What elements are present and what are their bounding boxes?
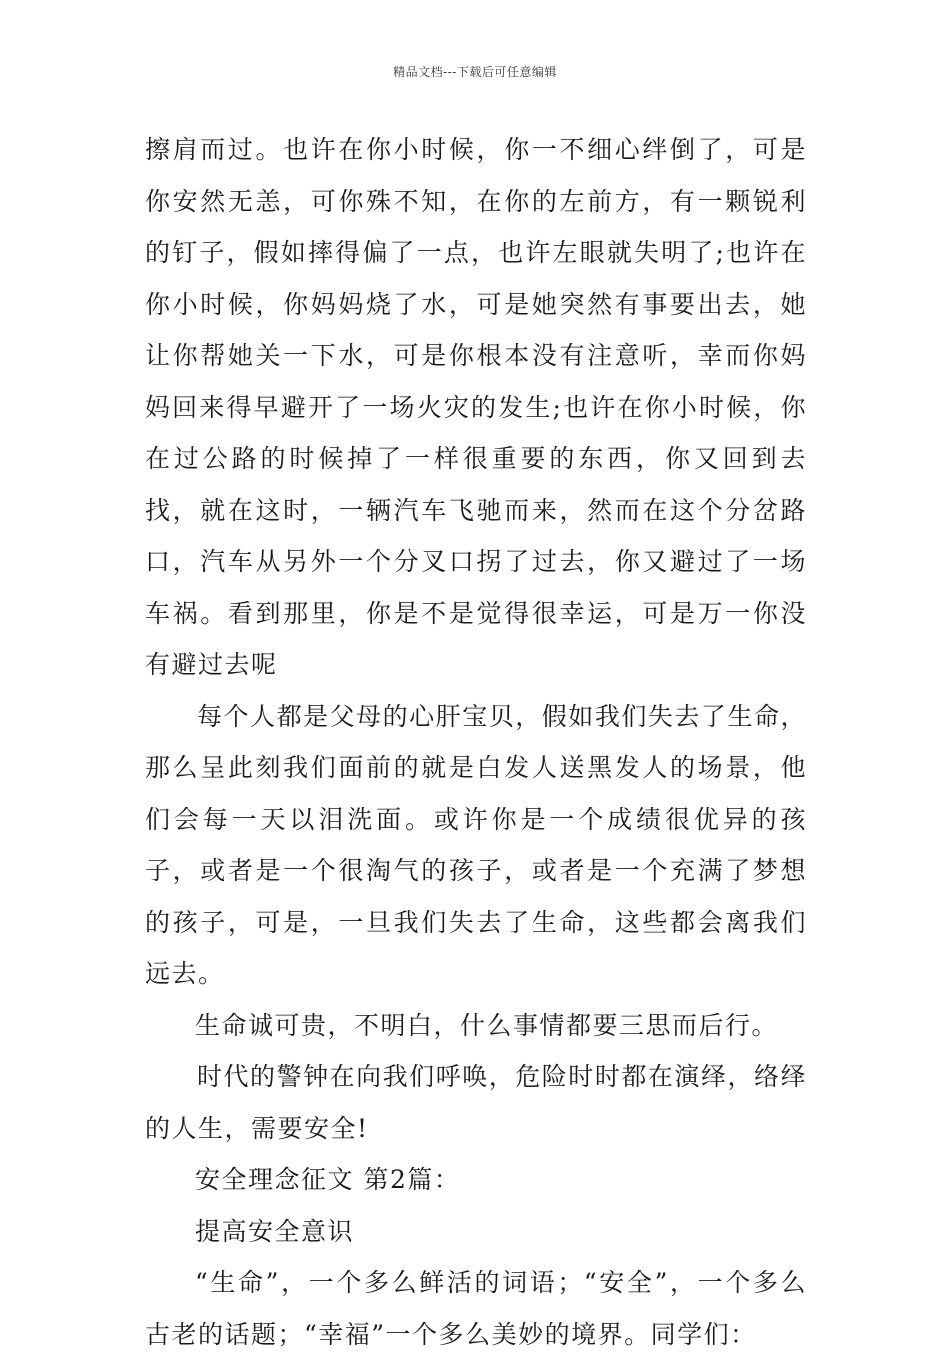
document-body <box>145 124 807 1360</box>
page-header: 精品文档---下载后可任意编辑 <box>393 65 557 79</box>
section-title: 提高安全意识 <box>195 1216 355 1246</box>
section-heading: 安全理念征文 第2篇： <box>195 1165 461 1194</box>
paragraph-3: 生命诚可贵，不明白，什么事情都要三思而后行。 <box>195 1010 779 1040</box>
paragraph-5: “生命”，一个多么鲜活的词语；“安全”，一个多么古老的话题；“幸福”一个多么美妙的境界。同学们： <box>145 1268 807 1349</box>
paragraph-2: 每个人都是父母的心肝宝贝，假如我们失去了生命，那么呈此刻我们面前的就是白发人送黑发人的场景，他们会每一天以泪洗面。或许你是一个成绩很优异的孩子，或者是一个很淘气的孩子，或者是一个充满了梦想的孩子，可是，一旦我们失去了生命，这些都会离我们远去。 <box>145 701 807 988</box>
paragraph-4: 时代的警钟在向我们呼唤，危险时时都在演绎，络绎的人生，需要安全! <box>145 1062 807 1143</box>
paragraph-1: 擦肩而过。也许在你小时候，你一不细心绊倒了，可是你安然无恙，可你殊不知，在你的左前方，有一颗锐利的钉子，假如摔得偏了一点，也许左眼就失明了;也许在你小时候，你妈妈烧了水，可是她突然有事要出去，她让你帮她关一下水，可是你根本没有注意听，幸而你妈妈回来得早避开了一场火灾的发生;也许在你小时候，你在过公路的时候掉了一样很重要的东西，你又回到去找，就在这时，一辆汽车飞驰而来，然而在这个分岔路口，汽车从另外一个分叉口拐了过去，你又避过了一场车祸。看到那里，你是不是觉得很幸运，可是万一你没有避过去呢 <box>145 135 807 679</box>
